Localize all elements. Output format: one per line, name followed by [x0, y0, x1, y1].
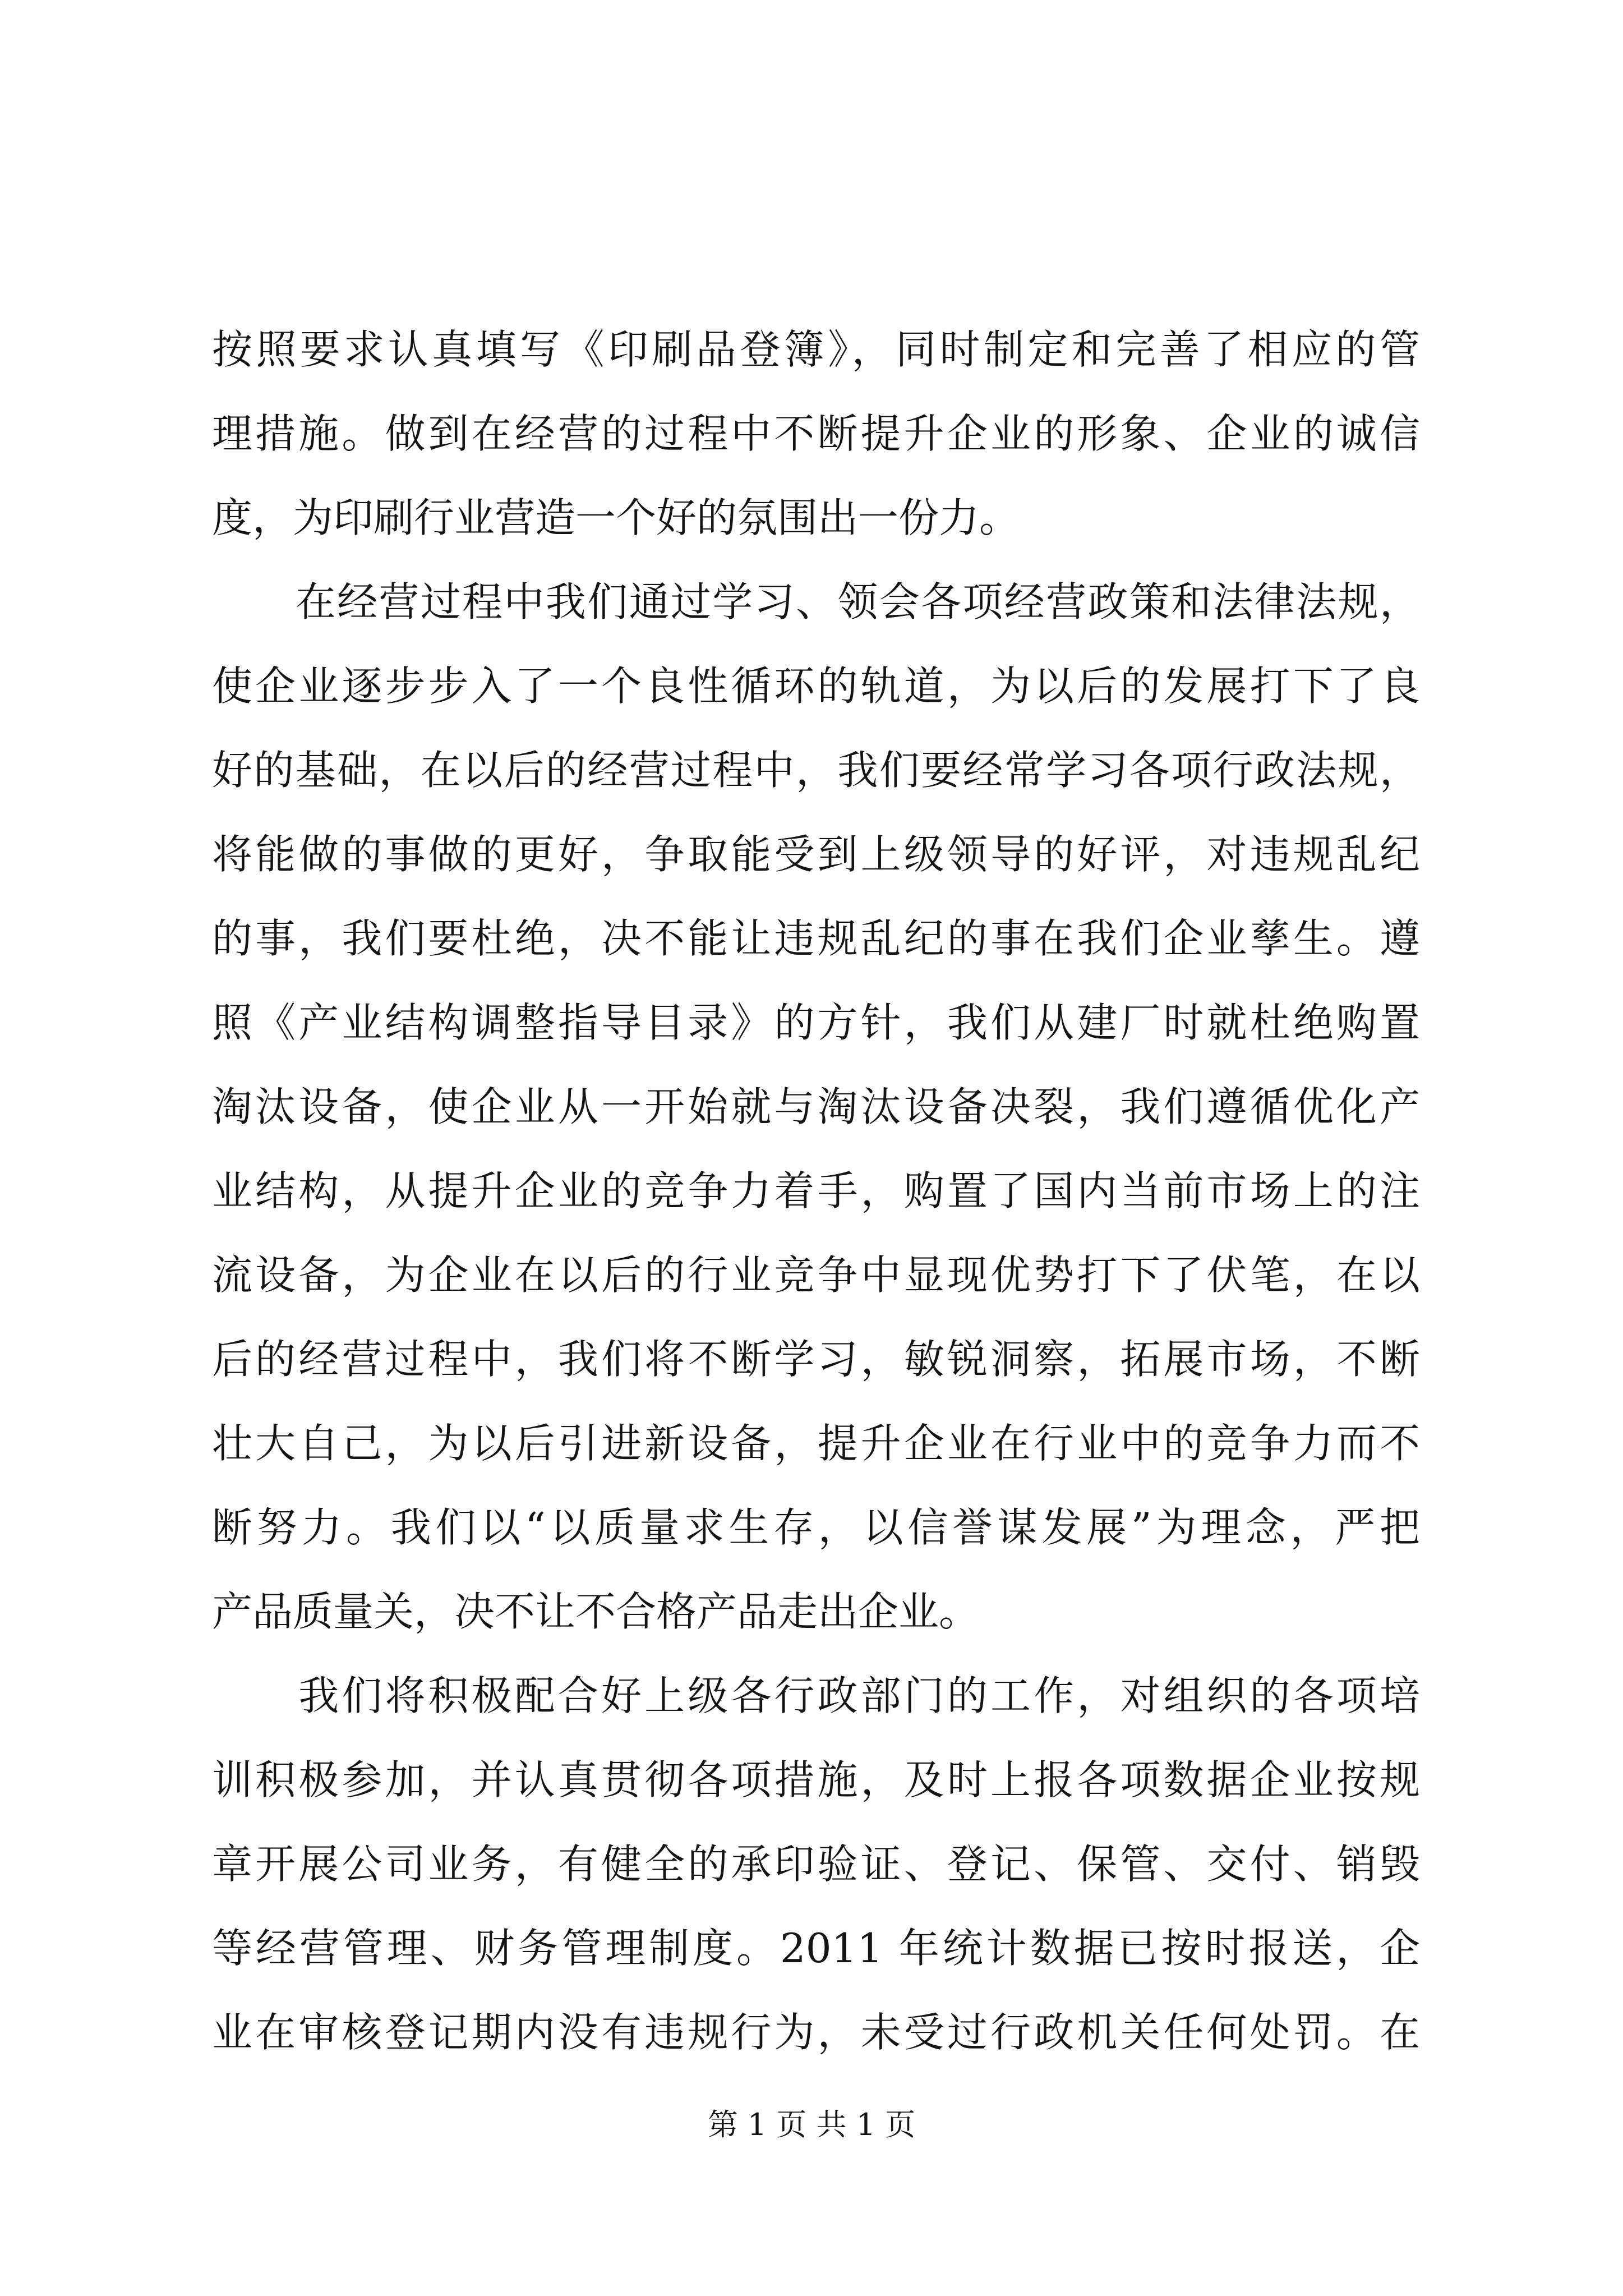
text-line: 将能做的事做的更好，争取能受到上级领导的好评，对违规乱纪 — [212, 831, 1420, 878]
text-line: 产品质量关，决不让不合格产品走出企业。 — [212, 1588, 980, 1635]
paragraph-start-line: 在经营过程中我们通过学习、领会各项经营政策和法律法规， — [212, 578, 1420, 625]
text-line: 按照要求认真填写《印刷品登簿》，同时制定和完善了相应的管 — [212, 326, 1420, 373]
text-line: 训积极参加，并认真贯彻各项措施，及时上报各项数据企业按规 — [212, 1756, 1420, 1803]
text-line: 壮大自己，为以后引进新设备，提升企业在行业中的竞争力而不 — [212, 1420, 1420, 1467]
text-line: 断努力。我们以“以质量求生存，以信誉谋发展”为理念，严把 — [212, 1504, 1420, 1551]
text-line: 度，为印刷行业营造一个好的氛围出一份力。 — [212, 494, 1020, 541]
text-line: 好的基础，在以后的经营过程中，我们要经常学习各项行政法规， — [212, 747, 1420, 794]
text-line: 等经营管理、财务管理制度。2011 年统计数据已按时报送，企 — [212, 1925, 1420, 1972]
text-line: 章开展公司业务，有健全的承印验证、登记、保管、交付、销毁 — [212, 1841, 1420, 1888]
text-line: 淘汰设备，使企业从一开始就与淘汰设备决裂，我们遵循优化产 — [212, 1083, 1420, 1130]
page-number-footer: 第 1 页 共 1 页 — [707, 2107, 916, 2142]
body-text — [212, 307, 1420, 2074]
text-line: 照《产业结构调整指导目录》的方针，我们从建厂时就杜绝购置 — [212, 999, 1420, 1046]
text-line: 后的经营过程中，我们将不断学习，敏锐洞察，拓展市场，不断 — [212, 1336, 1420, 1383]
text-line: 使企业逐步步入了一个良性循环的轨道，为以后的发展打下了良 — [212, 662, 1420, 710]
text-line: 理措施。做到在经营的过程中不断提升企业的形象、企业的诚信 — [212, 410, 1420, 457]
text-line: 流设备，为企业在以后的行业竞争中显现优势打下了伏笔，在以 — [212, 1251, 1420, 1299]
text-line: 的事，我们要杜绝，决不能让违规乱纪的事在我们企业孳生。遵 — [212, 915, 1420, 962]
paragraph-start-line: 我们将积极配合好上级各行政部门的工作，对组织的各项培 — [212, 1672, 1420, 1719]
text-line: 业结构，从提升企业的竞争力着手，购置了国内当前市场上的注 — [212, 1167, 1420, 1214]
text-line: 业在审核登记期内没有违规行为，未受过行政机关任何处罚。在 — [212, 2009, 1420, 2056]
